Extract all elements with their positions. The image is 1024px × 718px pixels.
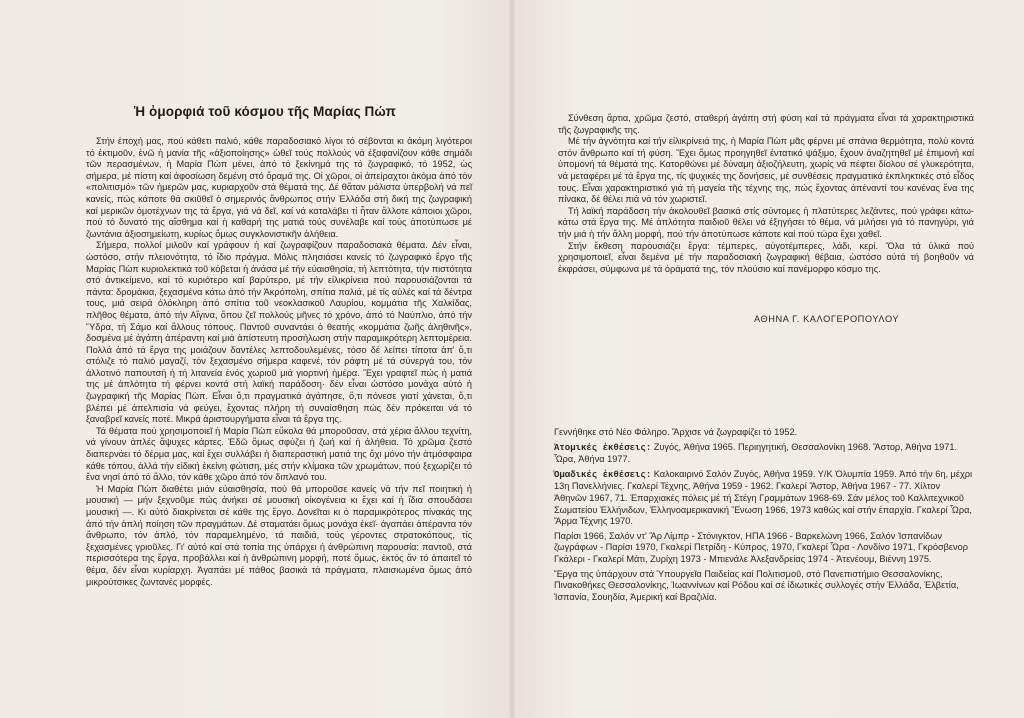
biography (554, 427, 974, 606)
bio-born: Γεννήθηκε στό Νέο Φάληρο. Ἄρχισε νά ζωγραφίζει τό 1952. (554, 427, 798, 437)
paragraph: Ἡ Μαρία Πὼπ διαθέτει μιάν εὐαισθησία, πού θά μποροῦσε κανείς νά τήν πεῖ ποιητική ἡ μουσική — μήν ξεχνοῦμε πώς ἀνήκει σέ μουσική οἰκογένεια κι ἔχει καί ἡ ἴδια σπουδάσει μουσική —. Κι αὐτό διακρίνεται σέ κάθε της ἔργο. Δονεῖται κι ὁ παραμικρότερος πίνακάς της ἀπό τήν ἁπλή ποίηση τῶν πραγμάτων. Δέ σταματάει ὅμως μονάχα ἐκεῖ· ἀγαπάει ἀπέραντα τόν ἄνθρωπο, τόν ἁπλό, τόν παραμελημένο, τά παιδιά, τούς γέροντες στρατοκόπους, τίς ξεχασμένες γριοῦλες. Γι' αὐτό καί στά τοπία της ὑπάρχει ἡ ἀνθρώπινη παρουσία: παντοῦ, στά περισσότερα της ἔργα, προβάλλει καί ἡ ἀνθρώπινη μορφή, ποτέ ὅμως, ἐκτός ἄν τό ἀπαιτεῖ τό θέμα, δέν εἶναι κυρίαρχη. Ἀγαπάει μέ πάθος βασικά τά πράγματα, πλαισιωμένα ὅμως ἀπό μικρούτσικες ζωντανές μορφές. (86, 483, 472, 587)
right-body (558, 113, 974, 275)
bio-solo (554, 442, 974, 466)
bio-works: Ἔργα της ὑπάρχουν στά Ὑπουργεῖα Παιδείας καί Πολιτισμοῦ, στό Πανεπιστήμιο Θεσσαλονίκης, Πινακοθήκες Θεσσαλονίκης, Ἰωαννίνων καί Ρόδου καί σέ ἰδιωτικές συλλογές στήν Ἑλλάδα, Ἑλβετία, Ἰσπανία, Σουηδία, Ἀμερική καί Βραζιλία. (554, 568, 959, 602)
bio-group (554, 469, 974, 528)
solo-text: Ζυγός, Ἀθήνα 1965. Περιηγητική, Θεσσαλονίκη 1968. Ἄστορ, Ἀθήνα 1971. Ὦρα, Ἀθήνα 1977. (554, 441, 958, 465)
right-page (514, 0, 1024, 718)
solo-label: Ἀτομικές ἐκθέσεις: (554, 442, 652, 453)
paragraph: Τή λαϊκή παράδοση τήν ἀκολουθεῖ βασικά στίς σύντομες ἡ πλατύτερες λεζάντες, πού γράφει κάτω-κάτω στά ἔργα της. Μέ ἁπλότητα παιδιοῦ θέλει νά ἐξηγήσει τό θέμα, νά μιλήσει γιά τό πανηγύρι, γιά τήν μιά ἡ τήν ἄλλη μορφή, πού τήν ἀποτύπωσε κάποτε καί πού τώρα ἔχει χαθεῖ. (558, 205, 974, 239)
paragraph: Σήμερα, πολλοί μιλοῦν καί γράφουν ἡ καί ζωγραφίζουν παραδοσιακά θέματα. Δέν εἶναι, ὡστόσο, στήν πλειονότητα, τό ἴδιο πράγμα. Μόλις πλησιάσει κανείς τό ζωγραφικό ἔργο τῆς Μαρίας Πὼπ κυριολεκτικά τοῦ κόβεται ἡ ἀνάσα μέ τήν εὐαισθησία, τή λεπτότητα, τήν πιστότητα στό ἀντικείμενο, καί τό κυριότερο καί βαρύτερο, μέ τήν εἰλικρίνεια πού παρουσιάζονται τά πάντα: δρομάκια, ξεχασμένα κάτω ἀπό τήν Ἀκρόπολη, σπίτια παλιά, μέ τίς αὐλές καί τά δέντρα τους, μιά σειρά ὁλόκληρη ἀπό σπίτια τοῦ νεοκλασικοῦ Λαυρίου, κομμάτια τῆς Χαλκίδας, πλῆθος θέματα, ἀπό τήν Αἴγινα, ὅπου ζεῖ πολλούς μῆνες τό χρόνο, ἀπό τό Ναύπλιο, ἀπό τήν Ὕδρα, τή Σάμο καί ἄλλους τόπους. Παντοῦ συναντάει ὁ θεατής «κομμάτια ζωῆς ἀληθινῆς», δοσμένα μέ ἀγάπη ἀπέραντη καί μιά ἀπίστευτη προσήλωση στήν παραμικρότερη λεπτομέρεια. Πολλά ἀπό τά ἔργα της μοιάζουν δαντέλες λεπτοδουλεμένες, τόσο δέ λείπει τίποτα ἀπ' ὅ,τι στόλιζε τό παλιό μαγαζί, τόν ξεχασμένο σήμερα καφενέ, τόν ράφτη μέ τά σύνεργά του, τόν ἀλλοτινό παπουτσή ἡ τή λιτανεία ἑνός χωριοῦ μιά γιορτινή ἡμέρα. Ἔχει γραφτεῖ πώς ἡ ματιά της μέ ἁπλότητα τή φέρνει κοντά στή λαϊκή παράδοση· δέν εἶναι ὡστόσο μονάχα αὐτό ἡ ζωγραφική τῆς Μαρίας Πὼπ. Εἶναι ὅ,τι πραγματικά ἀγάπησε, ὅ,τι πόνεσε γιατί χάνεται, ὅ,τι βλέπει μέ ἀπελπισία νά φεύγει, ἔχοντας πλήρη τή συναίσθηση πώς δέν πρόκειται νά τό ξαναβρεῖ κανείς ποτέ. Μικρά ἀριστουργήματα εἶναι τά ἔργα της. (86, 240, 472, 425)
paragraph: Στήν ἐποχή μας, πού κάθετι παλιό, κάθε παραδοσιακό λίγοι τό σέβονται κι ἀκόμη λιγότεροι τό ἐκτιμοῦν, ἐνῶ ἡ μανία τῆς «ἀξιοποίησης» ὠθεῖ τούς πολλούς νά ἐξαφανίζουν κάθε σημάδι τῶν περασμένων, ἡ Μαρία Πὼπ μένει, ἀπό τό ξεκίνημά της τό ζωγραφικό, τό 1952, ὡς σήμερα, μέ πίστη καί ἀφοσίωση δεμένη στό ὅραμά της. Οἱ χῶροι, οἱ ἀπείραχτοι ἀκόμα ἀπό τόν «πολιτισμό» τῶν ἡμερῶν μας, κυριαρχοῦν στά θέματά της. Δέ θἄταν μάλιστα ὑπερβολή νά πεῖ κανείς, πώς κάποτε θά σκιῦθεῖ ὁ σημερινός ἄνθρωπος στήν Ἑλλάδα στή δική της ζωγραφική καί μερικῶν ὁμοτέχνων της τά ἔργα, γιά νά δεῖ, καί νά καταλάβει τί ἦταν ἄλλοτε κάποιοι χῶροι, πού τό δυνατό της αἴσθημα καί ἡ καθαρή της ματιά τούς συνέλαβε καί τούς ἀποτύπωσε μέ ζωντάνια ἀξιοσημείωτη, κυρίως ὅμως συγκλονιστικῆν ἀλήθεια. (86, 136, 472, 239)
paragraph: Μέ τήν ἀγνότητα καί τήν εἰλικρίνειά της, ἡ Μαρία Πὼπ μᾶς φέρνει μέ σπάνια θερμότητα, πολύ κοντά στόν ἄνθρωπο καί τή φύση. Ἔχει ὅμως προηγηθεῖ ἐντατικό ψάξιμο, ἔχουν ἀναζητηθεῖ μέ ἐπιμονή καί ὑπομονή τά θέματά της. Κατορθώνει μέ δύναμη ἀξιοζήλευτη, χωρίς νά πέφτει δίολου σέ γλυκερότητα, νά μεταφέρει μέ τά ἔργα της, τίς ψυχικές της δονήσεις, μέ συνθέσεις πραγματικά ἐκπληκτικές στό εἶδος τους. Εἶναι χαρακτηριστικό γιά τή μαγεία τῆς τέχνης της, πώς ἔχοντας ἀπέναντί του κανένας ἕνα της πίνακα, δέ θέλει πιά νά τόν χωριστεῖ. (558, 136, 974, 205)
author-signature: ΑΘΗΝΑ Γ. ΚΑΛΟΓΕΡΟΠΟΥΛΟΥ (754, 314, 900, 324)
article-title: Ἡ ὀμορφιά τοῦ κόσμου τῆς Μαρίας Πώπ (134, 104, 396, 119)
group-label: Ὁμαδικές ἐκθέσεις: (554, 469, 652, 480)
paragraph: Τά θέματα πού χρησιμοποιεῖ ἡ Μαρία Πὼπ εὔκολα θά μποροῦσαν, στά χέρια ἄλλου τεχνίτη, νά γίνουν ἁπλές ἄψυχες κάρτες. Ἐδῶ ὅμως σφύζει ἡ ζωή καί ἡ ἀλήθεια. Τό χρῶμα ζεστό διαπερνάει τό δέρμα μας, καί ἔχει συλλάβει ἡ διαπεραστική ματιά της ὄχι μόνο τήν ἀτμόσφαιρα κάθε τόπου, ἀλλά τήν εἰδική ἐκείνη φώτιση, μές στήν κλίμακα τῶν χρωμάτων, πού ξεχωρίζει τό ἕνα νησί ἀπό τό ἄλλο, τόν κάθε χῶρο ἀπό τόν διπλανό του. (86, 425, 472, 483)
left-body (86, 136, 472, 588)
bio-abroad: Παρίσι 1966, Σαλόν ντ' Ἄρ Λίμπρ - Στόνιγκτον, ΗΠΑ 1966 - Βαρκελώνη 1966, Σαλόν Ἰσπανίδων ζωγράφων - Παρίσι 1970, Γκαλερί Πετρίδη - Κύπρος, 1970, Γκαλερί Ὦρα - Λονδίνο 1971, Γκρόσβενορ Γκάλερι - Γκαλερί Μάτι, Ζυρίχη 1973 - Μπιενάλε Ἀλεξανδρείας 1974 - Ἀτενέουμ, Βιέννη 1975. (554, 530, 968, 564)
paragraph: Στήν ἔκθεση παρουσιάζει ἔργα: τέμπερες, αὐγοτέμπερες, λάδι, κερί. Ὅλα τά ὑλικά πού χρησιμοποιεῖ, εἶναι δεμένα μέ τήν παραδοσιακή ζωγραφική θέβαια, ὡστόσο αὐτά τή βοηθοῦν νά ἐκφράσει, σύμφωνα μέ τά ὁράματά της, τόν πλούσιο καί πανέμορφο κόσμο της. (558, 240, 974, 274)
paragraph: Σύνθεση ἄρτια, χρῶμα ζεστό, σταθερή ἀγάπη στή φύση καί τά πράγματα εἶναι τά χαρακτηριστικά τῆς ζωγραφικῆς της. (558, 113, 974, 135)
group-text: Καλοκαιρινό Σαλόν Ζυγός, Ἀθήνα 1959. Υ/Κ Ὀλυμπία 1959. Ἀπό τήν 6η, μέχρι 13η Πανελλήνιες. Γκαλερί Τέχνης, Ἀθήνα 1959 - 1962. Γκαλερί Ἄστορ, Ἀθήνα 1967 - 77. Χίλτον Ἀθηνῶν 1967, 71. Ἐπαρχιακές πόλεις μέ τή Στέγη Γραμμάτων 1968-69. Σάν μέλος τοῦ Καλλιτεχνικοῦ Σωματείου Ἑλλήνιδων, Ἑλληνοαμερικανική Ἕνωση 1966, 1973 καθώς καί στήν ἐπαρχία. Γκαλερί Ὦρα, Ἄρμα Τέχνης 1970. (554, 468, 973, 527)
